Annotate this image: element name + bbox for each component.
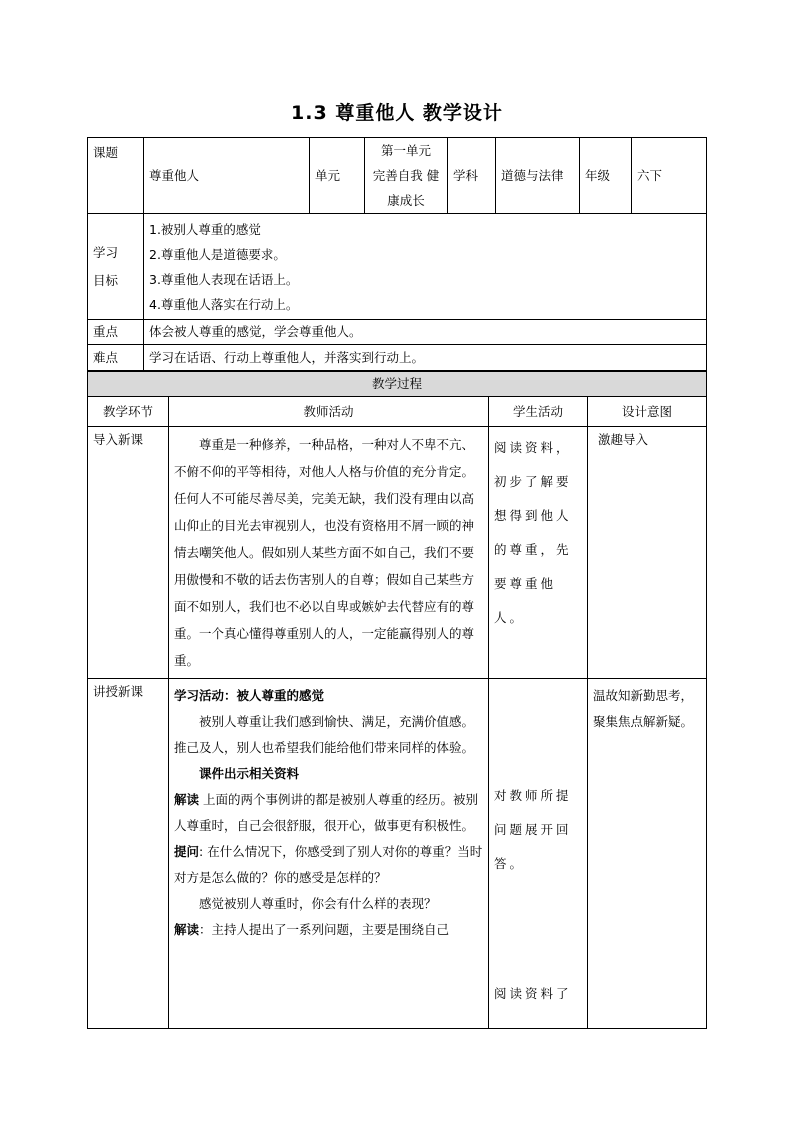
student-activity-intro: 阅读资料，初步了解要想得到他人的尊重，先要尊重他人。 bbox=[489, 427, 588, 679]
grade-value: 六下 bbox=[632, 138, 707, 214]
stage-intro: 导入新课 bbox=[88, 427, 169, 679]
teacher-activity-teach: 学习活动：被人尊重的感觉 被别人尊重让我们感到愉快、满足，充满价值感。推己及人，别人也希望我们能给他们带来同样的体验。 课件出示相关资料 解读 上面的两个事例讲的都是被别人尊重的经历。被别人尊重时，自己会很舒服，很开心，做事更有积极性。 提问: 在什么情况下，你感受到了别人对你的尊重？当时对方是怎么做的？你的感受是怎样的？ 感觉被别人尊重时，你会有什么样的表现？ 解读：主持人提出了一系列问题，主要是围绕自己 bbox=[169, 679, 489, 1029]
goals-label: 学习 目标 bbox=[88, 214, 144, 320]
key-label: 重点 bbox=[88, 320, 144, 345]
page-title: 1.3 尊重他人 教学设计 bbox=[291, 102, 503, 124]
goal-item: 2.尊重他人是道德要求。 bbox=[149, 246, 286, 262]
design-intent-intro: 激趣导入 bbox=[588, 427, 707, 679]
process-header: 教学过程 bbox=[88, 372, 707, 397]
column-header: 学生活动 bbox=[489, 397, 588, 427]
learning-goals bbox=[144, 214, 707, 320]
difficulty-label: 难点 bbox=[88, 345, 144, 371]
key-value: 体会被人尊重的感觉，学会尊重他人。 bbox=[144, 320, 707, 345]
column-header: 教师活动 bbox=[169, 397, 489, 427]
teaching-process-table bbox=[87, 371, 707, 1029]
topic-label: 课题 bbox=[88, 138, 144, 214]
subject-value: 道德与法律 bbox=[496, 138, 580, 214]
grade-label: 年级 bbox=[580, 138, 632, 214]
teacher-activity-intro: 尊重是一种修养，一种品格，一种对人不卑不亢、不俯不仰的平等相待，对他人人格与价值的充分肯定。任何人不可能尽善尽美，完美无缺，我们没有理由以高山仰止的目光去审视别人，也没有资格用不屑一顾的神情去嘲笑他人。假如别人某些方面不如自己，我们不要用傲慢和不敬的话去伤害别人的自尊；假如自己某些方面不如别人，我们也不必以自卑或嫉妒去代替应有的尊重。一个真心懂得尊重别人的人，一定能赢得别人的尊重。 bbox=[169, 427, 489, 679]
column-header: 教学环节 bbox=[88, 397, 169, 427]
goal-item: 4.尊重他人落实在行动上。 bbox=[149, 296, 299, 312]
design-intent-teach: 温故知新勤思考，聚集焦点解新疑。 bbox=[588, 679, 707, 1029]
stage-teach: 讲授新课 bbox=[88, 679, 169, 1029]
lesson-info-table bbox=[87, 137, 707, 371]
goal-item: 1.被别人尊重的感觉 bbox=[149, 221, 261, 237]
unit-label: 单元 bbox=[310, 138, 365, 214]
goal-item: 3.尊重他人表现在话语上。 bbox=[149, 271, 299, 287]
topic-value: 尊重他人 bbox=[144, 138, 310, 214]
student-activity-teach: 对教师所提问题展开回答。 阅读资料了 bbox=[489, 679, 588, 1029]
difficulty-value: 学习在话语、行动上尊重他人，并落实到行动上。 bbox=[144, 345, 707, 371]
subject-label: 学科 bbox=[448, 138, 496, 214]
unit-value: 第一单元 完善自我 健 康成长 bbox=[365, 138, 448, 214]
column-header: 设计意图 bbox=[588, 397, 707, 427]
